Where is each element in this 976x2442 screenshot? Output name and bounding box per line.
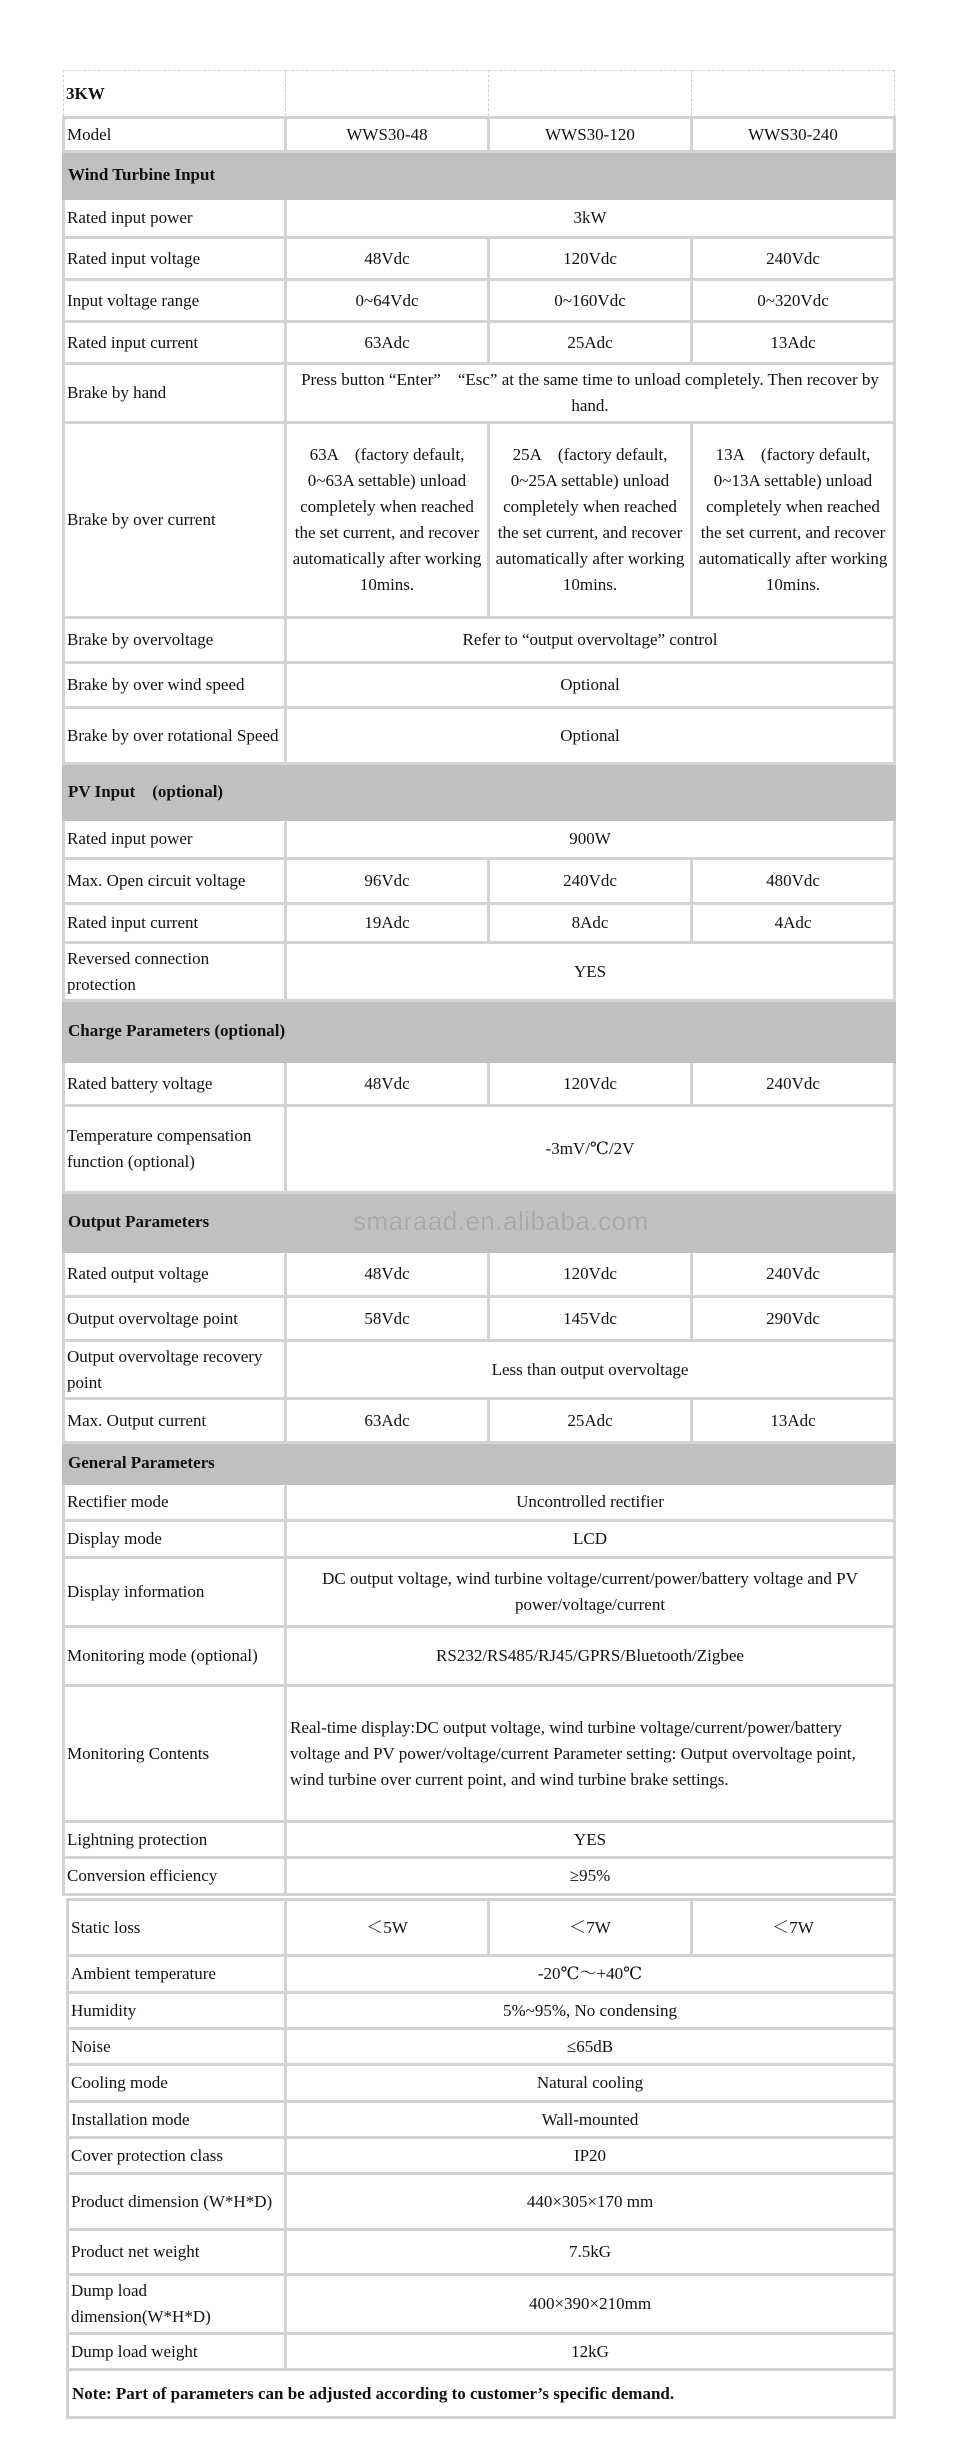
spec-value: 145Vdc	[489, 1297, 692, 1341]
spec-label: Output overvoltage point	[64, 1297, 286, 1341]
spec-value: 0~320Vdc	[692, 280, 895, 322]
spec-label: Rated output voltage	[64, 1252, 286, 1297]
spec-value: YES	[286, 943, 895, 1001]
spec-value: 13Adc	[692, 322, 895, 364]
spec-label: Output overvoltage recovery point	[64, 1341, 286, 1399]
label-text: Note: Part of parameters can be adjusted according to customer’s specific demand.	[72, 2383, 675, 2403]
spec-value: 120Vdc	[489, 238, 692, 280]
spec-row-rated-input-power	[64, 199, 895, 238]
spec-row-humidity	[68, 1993, 895, 2029]
spec-value	[286, 71, 489, 118]
spec-row-max-output-current	[64, 1399, 895, 1443]
spec-row-model	[64, 118, 895, 152]
spec-row-monitoring-mode-optional	[64, 1627, 895, 1686]
spec-value: 19Adc	[286, 904, 489, 943]
spec-value: 96Vdc	[286, 859, 489, 904]
section-header-charge-parameters-optional	[64, 1001, 895, 1062]
spec-value: Natural cooling	[286, 2065, 895, 2102]
spec-value: Real-time display:DC output voltage, wind turbine voltage/current/power/battery voltage and PV power/voltage/current Parameter setting: Output overvoltage point, wind turbine over current point, and wind turbine brake settings.	[286, 1686, 895, 1822]
spec-value: ＜5W	[286, 1900, 489, 1956]
spec-value: 63Adc	[286, 322, 489, 364]
spec-label: Display mode	[64, 1521, 286, 1558]
spec-label: Brake by over current	[64, 423, 286, 618]
spec-value: 48Vdc	[286, 1252, 489, 1297]
spec-value: Refer to “output overvoltage” control	[286, 618, 895, 663]
spec-row-lightning-protection	[64, 1822, 895, 1858]
spec-label: Temperature compensation function (optional)	[64, 1106, 286, 1193]
spec-label: Rated input power	[64, 820, 286, 859]
spec-value: Less than output overvoltage	[286, 1341, 895, 1399]
spec-value: WWS30-48	[286, 118, 489, 152]
spec-label: Rectifier mode	[64, 1484, 286, 1521]
spec-value: 120Vdc	[489, 1062, 692, 1106]
spec-table-main	[62, 70, 896, 1896]
spec-row-monitoring-contents	[64, 1686, 895, 1822]
spec-value: -3mV/℃/2V	[286, 1106, 895, 1193]
spec-row-cover-protection-class	[68, 2138, 895, 2174]
section-title	[64, 1443, 895, 1484]
spec-row-display-information	[64, 1558, 895, 1627]
spec-row-brake-by-hand	[64, 364, 895, 423]
spec-value: 48Vdc	[286, 238, 489, 280]
section-title	[64, 1001, 895, 1062]
spec-row-noise	[68, 2029, 895, 2065]
spec-row-temperature-compensation-function-optional	[64, 1106, 895, 1193]
spec-value: 7.5kG	[286, 2230, 895, 2275]
spec-value: -20℃～+40℃	[286, 1956, 895, 1993]
note-row-note-part-of-parameters-can-be-adjusted-according-to-customer-s-specific-demand	[68, 2370, 895, 2418]
spec-value	[489, 71, 692, 118]
spec-label: Ambient temperature	[68, 1956, 286, 1993]
spec-label: Cover protection class	[68, 2138, 286, 2174]
section-header-wind-turbine-input	[64, 152, 895, 199]
spec-row-dump-load-dimension-w-h-d	[68, 2275, 895, 2334]
spec-value: WWS30-240	[692, 118, 895, 152]
spec-value: YES	[286, 1822, 895, 1858]
spec-row-dump-load-weight	[68, 2334, 895, 2370]
spec-row-rectifier-mode	[64, 1484, 895, 1521]
spec-row-rated-input-current	[64, 322, 895, 364]
spec-row-rated-output-voltage	[64, 1252, 895, 1297]
spec-value: LCD	[286, 1521, 895, 1558]
spec-row-ambient-temperature	[68, 1956, 895, 1993]
spec-value: 0~64Vdc	[286, 280, 489, 322]
spec-label: Humidity	[68, 1993, 286, 2029]
spec-value: 290Vdc	[692, 1297, 895, 1341]
label-text: Charge Parameters (optional)	[68, 1021, 286, 1040]
spec-label: 3KW	[64, 71, 286, 118]
spec-value: Press button “Enter” “Esc” at the same time to unload completely. Then recover by hand.	[286, 364, 895, 423]
spec-value: 0~160Vdc	[489, 280, 692, 322]
spec-value: 240Vdc	[692, 1252, 895, 1297]
spec-label: Rated input current	[64, 904, 286, 943]
spec-label: Dump load dimension(W*H*D)	[68, 2275, 286, 2334]
spec-value: 240Vdc	[692, 238, 895, 280]
spec-table-general	[66, 1898, 896, 2419]
spec-label: Brake by hand	[64, 364, 286, 423]
spec-label: Monitoring mode (optional)	[64, 1627, 286, 1686]
spec-value: 900W	[286, 820, 895, 859]
spec-value: 63A (factory default, 0~63A settable) unload completely when reached the set current, and recover automatically after working 10mins.	[286, 423, 489, 618]
spec-value: 120Vdc	[489, 1252, 692, 1297]
spec-value: 3kW	[286, 199, 895, 238]
spec-row-brake-by-overvoltage	[64, 618, 895, 663]
spec-row-rated-battery-voltage	[64, 1062, 895, 1106]
spec-row-installation-mode	[68, 2102, 895, 2138]
spec-value: Wall-mounted	[286, 2102, 895, 2138]
spec-row-brake-by-over-wind-speed	[64, 663, 895, 708]
spec-value: ＜7W	[692, 1900, 895, 1956]
spec-row-conversion-efficiency	[64, 1858, 895, 1895]
spec-value: Uncontrolled rectifier	[286, 1484, 895, 1521]
spec-row-input-voltage-range	[64, 280, 895, 322]
spec-label: Cooling mode	[68, 2065, 286, 2102]
spec-value: 4Adc	[692, 904, 895, 943]
spec-row-static-loss	[68, 1900, 895, 1956]
spec-value: 25A (factory default, 0~25A settable) unload completely when reached the set current, and recover automatically after working 10mins.	[489, 423, 692, 618]
spec-value: 25Adc	[489, 1399, 692, 1443]
spec-value: 13Adc	[692, 1399, 895, 1443]
spec-value: ≥95%	[286, 1858, 895, 1895]
spec-label: Product net weight	[68, 2230, 286, 2275]
spec-value: 240Vdc	[692, 1062, 895, 1106]
spec-value: RS232/RS485/RJ45/GPRS/Bluetooth/Zigbee	[286, 1627, 895, 1686]
spec-row-brake-by-over-rotational-speed	[64, 708, 895, 764]
spec-label: Rated input power	[64, 199, 286, 238]
spec-row-rated-input-power	[64, 820, 895, 859]
label-text: Wind Turbine Input	[68, 165, 216, 184]
spec-label: Input voltage range	[64, 280, 286, 322]
spec-row-max-open-circuit-voltage	[64, 859, 895, 904]
spec-label: Dump load weight	[68, 2334, 286, 2370]
spec-value: 48Vdc	[286, 1062, 489, 1106]
spec-label: Reversed connection protection	[64, 943, 286, 1001]
spec-label: Lightning protection	[64, 1822, 286, 1858]
spec-label: Brake by over wind speed	[64, 663, 286, 708]
spec-value: Optional	[286, 708, 895, 764]
spec-label: Max. Output current	[64, 1399, 286, 1443]
spec-value: 58Vdc	[286, 1297, 489, 1341]
spec-label: Static loss	[68, 1900, 286, 1956]
spec-label: Display information	[64, 1558, 286, 1627]
spec-label: Brake by over rotational Speed	[64, 708, 286, 764]
spec-label: Rated input voltage	[64, 238, 286, 280]
section-header-general-parameters	[64, 1443, 895, 1484]
spec-row-output-overvoltage-point	[64, 1297, 895, 1341]
spec-value: 440×305×170 mm	[286, 2174, 895, 2230]
spec-row-rated-input-current	[64, 904, 895, 943]
spec-label: Model	[64, 118, 286, 152]
spec-value: ≤65dB	[286, 2029, 895, 2065]
spec-value: 12kG	[286, 2334, 895, 2370]
section-header-output-parameters	[64, 1193, 895, 1252]
title-row-3kw	[64, 71, 895, 118]
section-title	[64, 764, 895, 820]
spec-value	[692, 71, 895, 118]
spec-value: IP20	[286, 2138, 895, 2174]
section-title	[64, 152, 895, 199]
spec-value: 13A (factory default, 0~13A settable) unload completely when reached the set current, and recover automatically after working 10mins.	[692, 423, 895, 618]
spec-label: Max. Open circuit voltage	[64, 859, 286, 904]
spec-label: Brake by overvoltage	[64, 618, 286, 663]
spec-label: Rated input current	[64, 322, 286, 364]
section-header-pv-input-optional	[64, 764, 895, 820]
spec-value: 8Adc	[489, 904, 692, 943]
spec-value: 63Adc	[286, 1399, 489, 1443]
spec-row-reversed-connection-protection	[64, 943, 895, 1001]
spec-label: Rated battery voltage	[64, 1062, 286, 1106]
spec-value: WWS30-120	[489, 118, 692, 152]
spec-value: 240Vdc	[489, 859, 692, 904]
label-text: General Parameters	[68, 1453, 215, 1472]
spec-value: DC output voltage, wind turbine voltage/current/power/battery voltage and PV power/voltage/current	[286, 1558, 895, 1627]
spec-label: Noise	[68, 2029, 286, 2065]
spec-row-brake-by-over-current	[64, 423, 895, 618]
note-text	[68, 2370, 895, 2418]
spec-label: Monitoring Contents	[64, 1686, 286, 1822]
spec-value: 480Vdc	[692, 859, 895, 904]
section-title	[64, 1193, 895, 1252]
spec-row-rated-input-voltage	[64, 238, 895, 280]
spec-value: 400×390×210mm	[286, 2275, 895, 2334]
spec-value: ＜7W	[489, 1900, 692, 1956]
spec-label: Product dimension (W*H*D)	[68, 2174, 286, 2230]
spec-value: 25Adc	[489, 322, 692, 364]
watermark: smaraad.en.alibaba.com	[353, 1206, 649, 1236]
spec-row-product-net-weight	[68, 2230, 895, 2275]
spec-label: Conversion efficiency	[64, 1858, 286, 1895]
spec-value: 5%~95%, No condensing	[286, 1993, 895, 2029]
spec-row-product-dimension-w-h-d	[68, 2174, 895, 2230]
spec-label: Installation mode	[68, 2102, 286, 2138]
label-text: PV Input (optional)	[68, 781, 224, 801]
spec-row-cooling-mode	[68, 2065, 895, 2102]
spec-value: Optional	[286, 663, 895, 708]
label-text: Output Parameters	[68, 1212, 210, 1231]
spec-row-output-overvoltage-recovery-point	[64, 1341, 895, 1399]
spec-row-display-mode	[64, 1521, 895, 1558]
